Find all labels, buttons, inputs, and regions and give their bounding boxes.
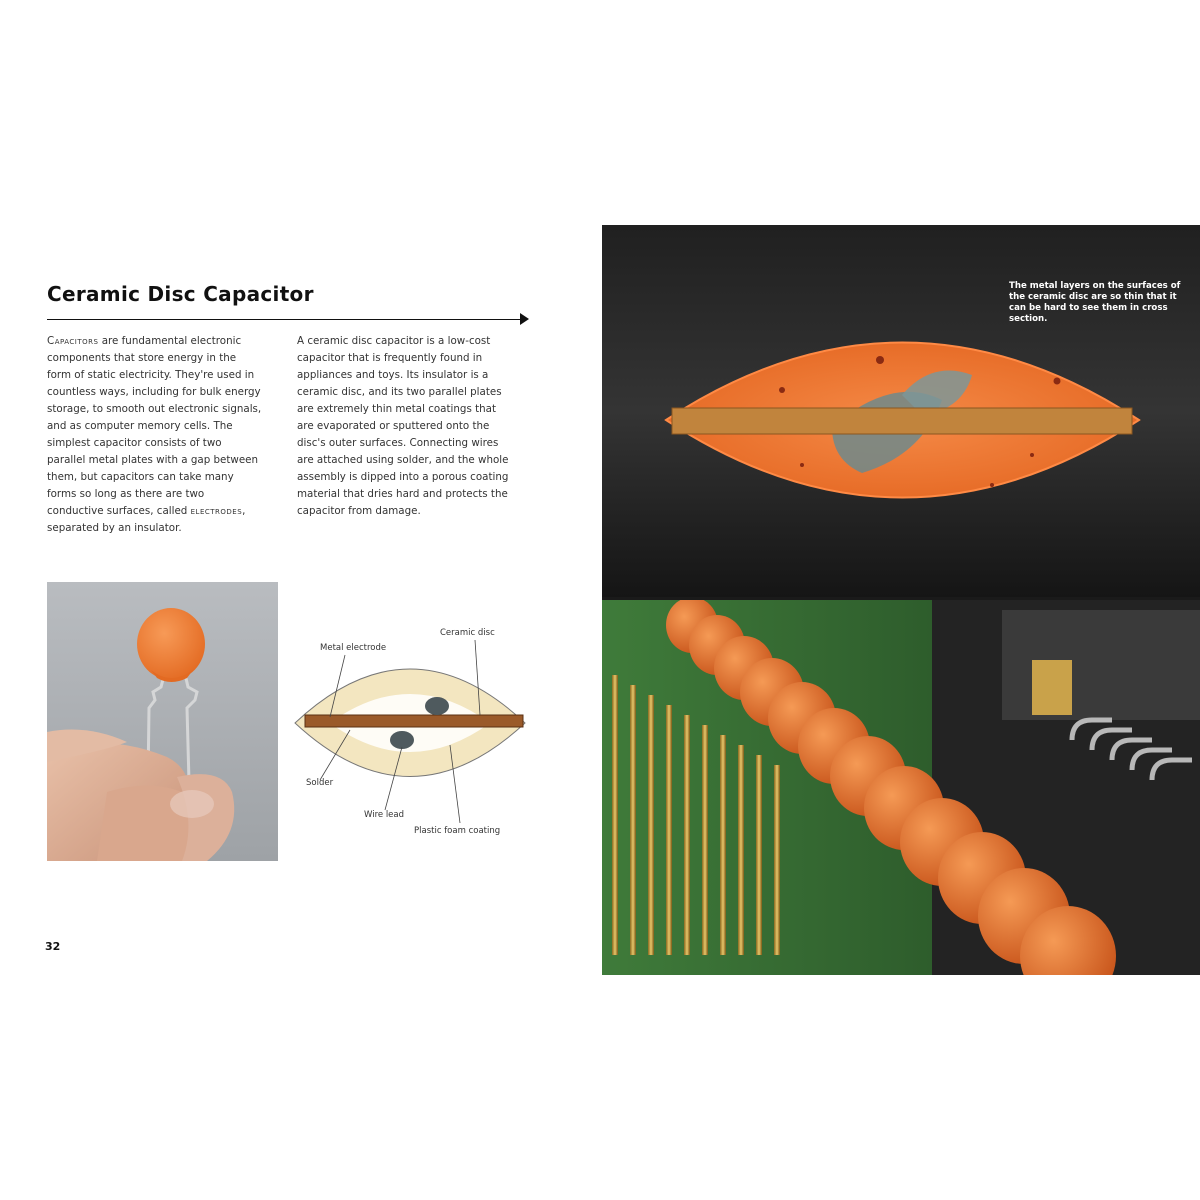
term-electrodes: electrodes [190, 505, 243, 517]
section-title: Ceramic Disc Capacitor [47, 282, 314, 306]
label-wire-lead: Wire lead [364, 810, 405, 820]
body-text-1a: are fundamental electronic components that store energy in the form of static electricity. They're used in countless ways, including for bulk energy storage, to smooth out electronic signals, and as computer memory cells. The simplest capacitor consists of two parallel metal plates with a gap between them, but capacitors can take many forms so long as there are two conductive surfaces, called [47, 335, 262, 517]
arrow-right-icon [520, 313, 529, 325]
capacitor-in-hand-photo [47, 582, 278, 861]
title-rule [47, 319, 521, 320]
label-metal-electrode: Metal electrode [320, 643, 387, 653]
metal-electrode-shape [305, 715, 523, 727]
body-text-1b: , separated by an insulator. [47, 505, 246, 534]
cross-section-caption: The metal layers on the surfaces of the ceramic disc are so thin that it can be hard to see them in cross section. [1009, 281, 1181, 324]
book-spread [0, 225, 1200, 975]
solder-blob-top [425, 697, 449, 715]
label-plastic-foam-coating: Plastic foam coating [414, 826, 501, 835]
body-column-2: A ceramic disc capacitor is a low-cost capacitor that is frequently found in appliances and toys. Its insulator is a ceramic disc, and its two parallel plates are extremely thin metal coatings that are evaporated or sputtered onto the disc's outer surfaces. Connecting wires are attached using solder, and the whole assembly is dipped into a porous coating material that dries hard and protects the capacitor from damage. [297, 335, 509, 517]
right-page [602, 225, 1200, 975]
solder-blob-bottom [390, 731, 414, 749]
page-number: 32 [45, 940, 61, 953]
capacitor-diagram [290, 605, 530, 835]
left-page [0, 225, 602, 975]
body-column-1 [47, 333, 262, 537]
circuit-board-photo [602, 600, 1200, 975]
label-ceramic-disc: Ceramic disc [440, 628, 495, 638]
term-capacitors: Capacitors [47, 335, 99, 347]
label-solder: Solder [306, 778, 334, 788]
